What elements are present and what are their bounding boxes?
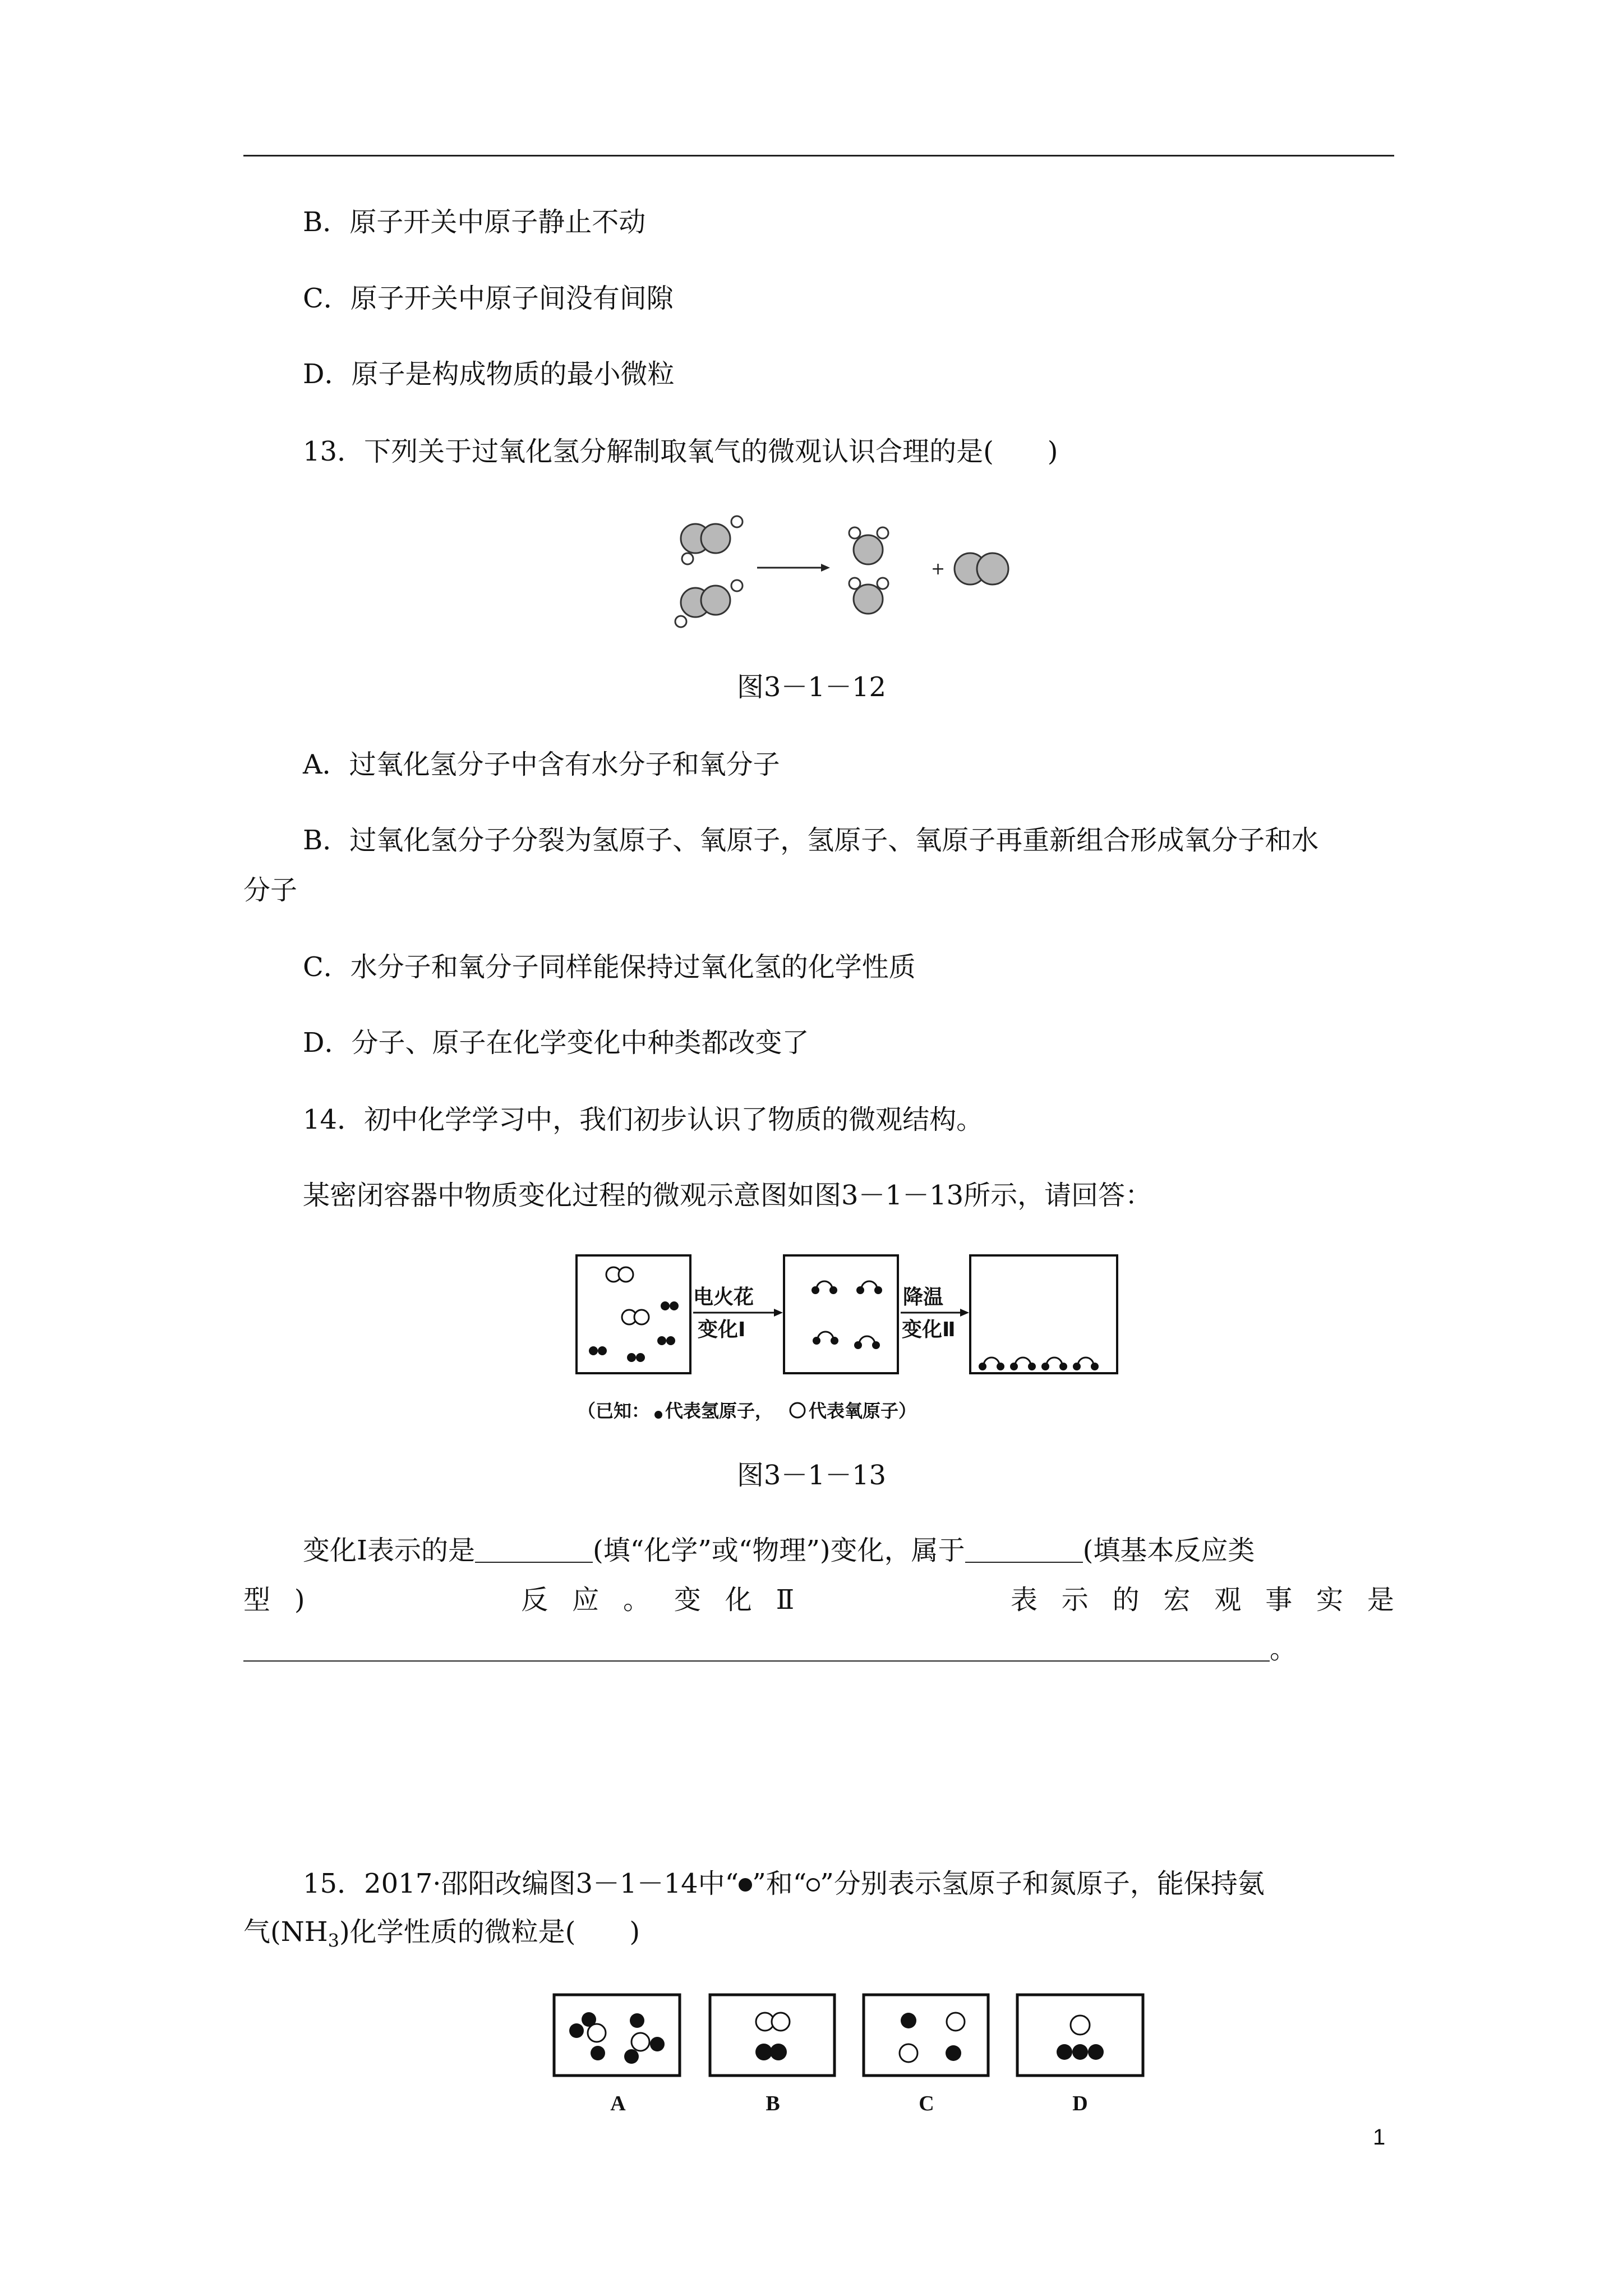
figure-3-1-13: [574, 1252, 1124, 1437]
figure-3-1-13-caption: 图3－1－13: [736, 1460, 887, 1491]
plus-sign: +: [931, 559, 946, 579]
q13-option-b-line1: B．过氧化氢分子分裂为氢原子、氧原子，氢原子、氧原子再重新组合形成氧分子和水: [303, 825, 1319, 856]
q12-option-b: B．原子开关中原子静止不动: [303, 206, 646, 238]
water-molecules: [811, 1281, 882, 1349]
q15-stem-line2: 气$(NH_3)$化学性质的微粒是( ): [243, 1916, 640, 1952]
reaction-arrow: [757, 564, 830, 572]
oxygen-atom-symbol: [790, 1403, 805, 1418]
answer-blank-3[interactable]: [243, 1635, 1270, 1662]
change-2-condition: 降温: [903, 1286, 944, 1309]
q14-intro: 某密闭容器中物质变化过程的微观示意图如图3－1－13所示，请回答：: [303, 1180, 1152, 1211]
option-b-particles: [755, 2013, 790, 2060]
container-after-change-1: [784, 1255, 898, 1373]
q13-option-b-line2: 分子: [243, 875, 298, 906]
answer-blank-2[interactable]: [965, 1536, 1083, 1563]
change-2-label: 变化Ⅱ: [902, 1318, 956, 1341]
q13-option-d: D．分子、原子在化学变化中种类都改变了: [303, 1027, 809, 1059]
option-d-label: D: [1072, 2092, 1088, 2115]
figure-legend: [578, 1400, 916, 1421]
q13-option-a: A．过氧化氢分子中含有水分子和氧分子: [303, 749, 780, 780]
hollow-dot-symbol: [806, 1878, 820, 1892]
q14-answer-line2: 型 ) 反 应 。 变 化 Ⅱ 表 示 的 宏 观 事 实 是: [243, 1584, 1394, 1616]
q15-stem-line1: 15．2017·邵阳改编图3－1－14中“ ”和“ ”分别表示氢原子和氮原子，能保持氨: [303, 1868, 1265, 1899]
q13-option-c: C．水分子和氧分子同样能保持过氧化氢的化学性质: [303, 951, 916, 983]
option-c-box: [864, 1995, 988, 2076]
hydrogen-peroxide-molecule: [675, 580, 743, 627]
condensed-water-molecules: [979, 1358, 1099, 1370]
q14-answer-line1: 变化Ⅰ表示的是 (填“化学”或“物理”)变化，属于 (填基本反应类: [303, 1535, 1255, 1566]
svg-text:代表氢原子，: 代表氢原子，: [665, 1400, 773, 1421]
figure-3-1-12: [667, 509, 1026, 633]
water-molecule: [849, 578, 888, 614]
option-b-label: B: [766, 2092, 780, 2115]
page-number: 1: [1373, 2125, 1386, 2150]
hydrogen-atom-symbol: [654, 1411, 662, 1419]
change-1-condition: 电火花: [693, 1286, 754, 1309]
change-1-label: 变化Ⅰ: [698, 1318, 746, 1341]
q12-option-c: C．原子开关中原子间没有间隙: [303, 283, 674, 314]
solid-dot-symbol: [739, 1878, 752, 1892]
svg-text:（已知：: （已知：: [578, 1400, 650, 1421]
answer-blank-1[interactable]: [475, 1536, 593, 1563]
option-b-box: [710, 1995, 834, 2076]
option-c-particles: [900, 2013, 965, 2062]
figure-3-1-14: [552, 1990, 1146, 2119]
option-a-label: A: [610, 2092, 626, 2115]
q14-stem: 14．初中化学学习中，我们初步认识了物质的微观结构。: [303, 1104, 984, 1135]
header-rule: [243, 155, 1394, 157]
option-a-particles: [569, 2012, 665, 2064]
svg-text:代表氧原子）: 代表氧原子）: [809, 1400, 917, 1421]
q14-answer-line3: 。: [243, 1632, 1297, 1666]
option-d-particles: [1057, 2016, 1104, 2060]
hydrogen-peroxide-molecule: [681, 516, 743, 564]
q12-option-d: D．原子是构成物质的最小微粒: [303, 358, 675, 390]
oxygen-molecule: [955, 553, 1008, 585]
figure-3-1-12-caption: 图3－1－12: [736, 671, 887, 703]
container-after-change-2: [970, 1255, 1117, 1373]
water-molecule: [849, 527, 888, 564]
option-c-label: C: [919, 2092, 934, 2115]
q13-stem: 13．下列关于过氧化氢分解制取氧气的微观认识合理的是( ): [303, 436, 1058, 467]
